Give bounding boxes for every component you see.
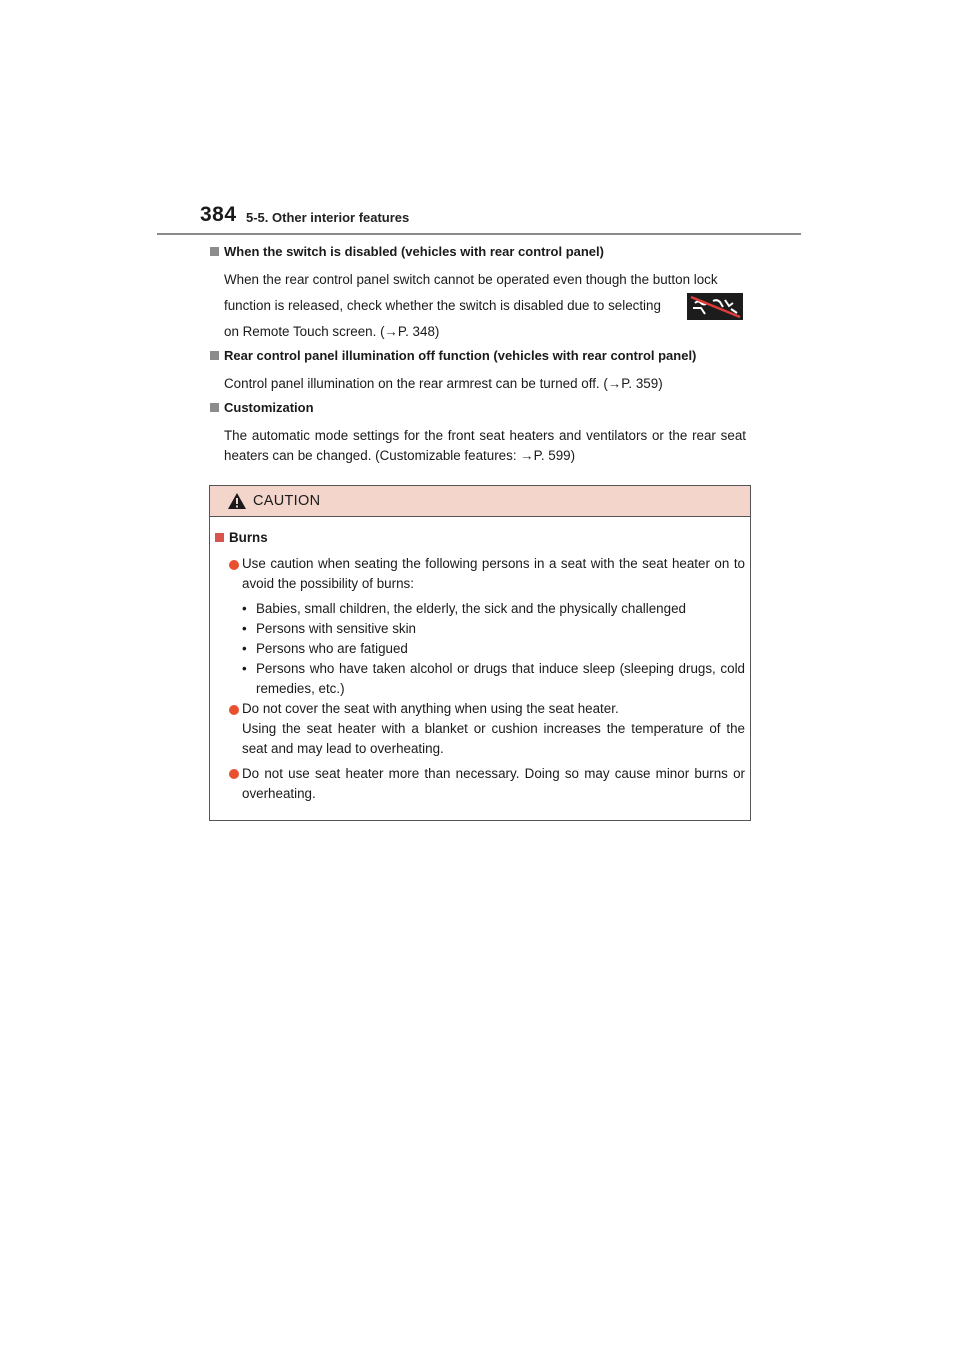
caution-item: Do not cover the seat with anything when using the seat heater. Using the seat heater with a blanket or cushion increases the temperature of the seat and may lead to overheating. — [242, 701, 745, 756]
caution-item: Do not use seat heater more than necessary. Doing so may cause minor burns or overheating. — [242, 766, 745, 801]
section-heading-customization: Customization — [210, 400, 314, 415]
section-title: 5-5. Other interior features — [246, 210, 410, 225]
list-item: • Persons who are fatigued — [242, 641, 408, 656]
section-heading-illumination-off: Rear control panel illumination off function (vehicles with rear control panel) — [210, 348, 696, 363]
caution-title-bar — [210, 486, 750, 517]
seat-ventilation-disabled-icon — [687, 293, 743, 320]
red-dot-bullet-icon — [229, 705, 239, 715]
list-item: • Babies, small children, the elderly, the sick and the physically challenged — [242, 601, 686, 616]
bullet-list — [242, 599, 745, 699]
red-dot-bullet-icon — [229, 769, 239, 779]
paragraph-line: When the rear control panel switch cannot be operated even though the button lock — [224, 272, 718, 287]
paragraph-line: function is released, check whether the switch is disabled due to selecting — [224, 298, 661, 313]
paragraph-line: Control panel illumination on the rear armrest can be turned off. (→P. 359) — [224, 376, 663, 391]
caution-box — [209, 485, 751, 821]
header-rule — [157, 233, 801, 235]
square-bullet-icon — [215, 533, 224, 542]
caution-title: CAUTION — [253, 493, 321, 509]
list-item: • Persons who have taken alcohol or drugs that induce sleep (sleeping drugs, cold remedies, etc.) — [242, 661, 745, 696]
page-number: 384 — [200, 203, 237, 226]
red-dot-bullet-icon — [229, 560, 239, 570]
paragraph-line: on Remote Touch screen. (→P. 348) — [224, 324, 440, 339]
square-bullet-icon — [210, 247, 219, 256]
square-bullet-icon — [210, 403, 219, 412]
square-bullet-icon — [210, 351, 219, 360]
paragraph: The automatic mode settings for the front seat heaters and ventilators or the rear seat heaters can be changed. (Customizable features: →P. 599) — [224, 428, 746, 463]
warning-triangle-icon — [227, 492, 247, 510]
page-header — [200, 203, 800, 233]
caution-item: Use caution when seating the following persons in a seat with the seat heater on to avoid the possibility of burns: — [242, 556, 745, 591]
list-item: • Persons with sensitive skin — [242, 621, 417, 636]
caution-heading-burns: Burns — [215, 530, 268, 545]
section-heading-switch-disabled: When the switch is disabled (vehicles with rear control panel) — [210, 244, 604, 259]
